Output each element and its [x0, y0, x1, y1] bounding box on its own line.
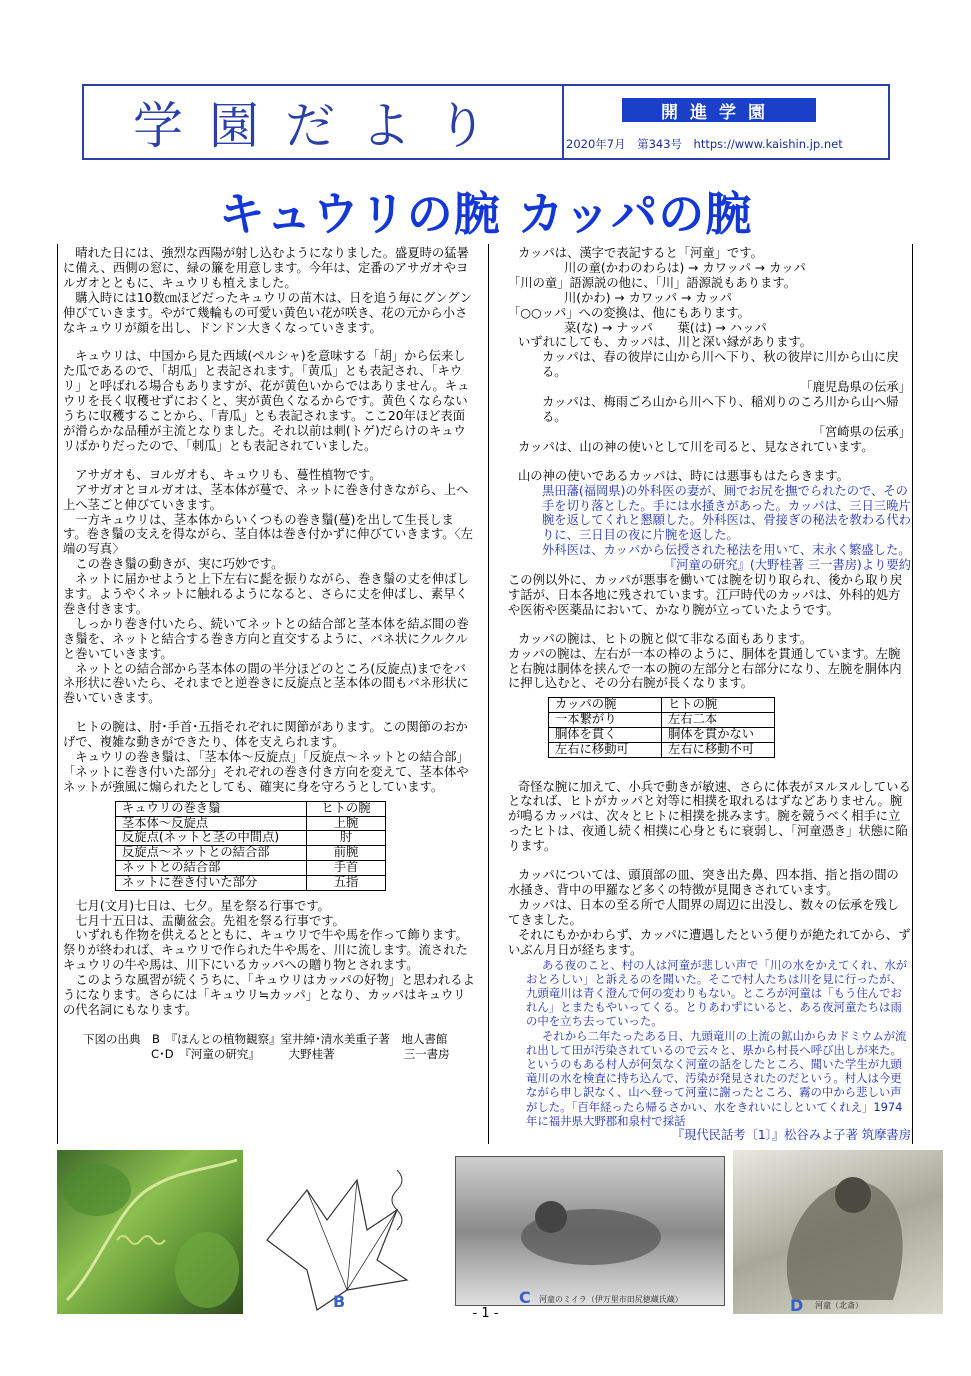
paragraph: 奇怪な腕に加えて、小兵で動きが敏速、さらに体表がヌルヌルしているとなれば、ヒトがカッパと対等に相撲を取れるはずなどありません。腕が鳴るカッパは、次々とヒトに相撲を挑みます。腕を競うべく相手に立ったヒトは、夜通し続く相撲に心身ともに衰弱し、「河童憑き」状態に陥ります。 [508, 779, 911, 854]
cucumber-tendril-photo [57, 1150, 243, 1314]
table-cell: 五指 [307, 875, 386, 890]
legend-source: 「宮崎県の伝承」 [812, 424, 911, 439]
newsletter-title: 学園だより [84, 86, 564, 158]
cucumber-leaf-drawing [247, 1150, 450, 1314]
table-cell: 一本繋がり [549, 713, 662, 728]
photo-caption-d: 河童（北斎） [815, 1301, 863, 1310]
quote-source: 『河童の研究』(大野桂著 三一書房)より要約 [663, 558, 911, 573]
table-cell: 手首 [307, 861, 386, 876]
paragraph: カッパの腕は、ヒトの腕と似て非なる面もあります。 [518, 631, 813, 646]
legend-quote: カッパは、梅雨ごろ山から川へ下り、稲刈りのころ川から山へ帰る。 [542, 395, 899, 424]
kappa-arm-table [548, 697, 775, 757]
paragraph: 七月(文月)七日は、七夕。星を祭る行事です。 [63, 898, 330, 913]
table-header: ヒトの腕 [307, 801, 386, 816]
quote-source: 『現代民話考〔1〕』松谷みよ子著 筑摩書房 [671, 1127, 911, 1142]
paragraph: 「川の童」語源説の他に、「川」語源説もあります。 [508, 275, 796, 290]
left-column-rule [57, 244, 58, 1144]
etymology-line: 菜(な) → ナッパ 葉(は) → ハッパ [564, 320, 767, 335]
paragraph: カッパは、日本の至る所で人間界の周辺に出没し、数々の伝承を残してきました。 [508, 897, 900, 927]
etymology-line: 川(かわ) → カワッパ → カッパ [564, 290, 733, 305]
table-header-row [549, 698, 775, 713]
table-row [549, 713, 775, 728]
right-column [508, 246, 911, 1143]
school-name-badge: 開進学園 [622, 98, 816, 122]
paragraph: カッパについては、頭頂部の皿、突き出た鼻、四本指、指と指の間の水掻き、背中の甲羅など多くの特徴が見聞きされています。 [508, 868, 899, 897]
table-row [116, 816, 386, 831]
table-cell: 左右二本 [662, 713, 775, 728]
masthead [82, 84, 890, 160]
paragraph: 購入時には10数㎝ほどだったキュウリの苗木は、日を追う毎にグングン伸びていきます。やがて幾輪もの可愛い黄色い花が咲き、花の元から小さなキュウリが顔を出し、ドンドン大きくなっていきます。 [63, 290, 472, 335]
table-cell: ネットとの結合部 [116, 861, 307, 876]
paragraph: ネットとの結合部から茎本体の間の半分ほどのところ(反旋点)までをバネ形状に巻いたら、それまでと逆巻きに反旋点と茎本体の間もバネ形状に巻いていきます。 [63, 661, 469, 706]
table-header: カッパの腕 [549, 698, 662, 713]
paragraph: ネットに届かせようと上下左右に髭を振りながら、巻き鬚の丈を伸ばします。ようやくネットに触れるようになると、さらに丈を伸ばし、素早く巻き付きます。 [63, 572, 469, 616]
paragraph: アサガオとヨルガオは、茎本体が蔓で、ネットに巻き付きながら、上へ上へ茎ごと伸びていきます。 [63, 482, 469, 512]
table-row [549, 727, 775, 742]
table-row [549, 742, 775, 757]
photo-label-d: D [790, 1296, 804, 1315]
paragraph: このような風習が続くうちに、「キュウリはカッパの好物」と思われるようになります。さらには「キュウリ≒カッパ」となり、カッパはキュウリの代名詞にもなります。 [63, 973, 475, 1017]
table-header: ヒトの腕 [662, 698, 775, 713]
paragraph: しっかり巻き付いたら、続いてネットとの結合部と茎本体を結ぶ間の巻き鬚を、ネットと結合する巻き方向と直交するように、バネ状にクルクルと巻いていきます。 [63, 616, 469, 661]
kappa-mummy-photo [455, 1156, 725, 1306]
issue-info: 2020年7月 第343号 https://www.kaishin.jp.net [566, 137, 843, 151]
table-header-row [116, 801, 386, 816]
paragraph: カッパは、漢字で表記すると「河童」です。 [518, 246, 763, 260]
paragraph: 山の神の使いであるカッパは、時には悪事もはたらきます。 [518, 468, 849, 483]
paragraph: アサガオも、ヨルガオも、キュウリも、蔓性植物です。 [63, 467, 382, 482]
quoted-story: それから二年たったある日、九頭竜川の上流の鉱山からカドミウムが流れ出して田が汚染されているので云々と、県から村長へ呼び出しが来た。というのもある村人が何気なく河童の話をしたところ、聞いた学生が九頭竜川の水を検査に持ち込んで、汚染が発見されたのだという。村人は今更ながら申し訳なく、山へ登って河童に謝ったところ、霧の中から悲しい声がした。「百年経ったら帰るさかい、水をきれいにしといてくれえ」1974年に福井県大野郡和泉村で採話 [526, 1028, 907, 1128]
table-row [116, 831, 386, 846]
right-column-rule [912, 244, 913, 1144]
kappa-hokusai-drawing [733, 1150, 943, 1314]
table-cell: 反旋点～ネットとの結合部 [116, 846, 307, 861]
paragraph: 一方キュウリは、茎本体からいくつもの巻き鬚(蔓)を出して生長します。巻き鬚の支えを得ながら、茎自体は巻き付かずに伸びていきます。〈左端の写真〉 [63, 512, 473, 557]
legend-quote: カッパは、春の彼岸に山から川へ下り、秋の彼岸に川から山に戻る。 [542, 350, 899, 380]
paragraph: それにもかかわらず、カッパに遭遇したという便りが絶たれてから、ずいぶん月日が経ちます。 [508, 927, 911, 957]
etymology-line: 川の童(かわのわらは) → カワッパ → カッパ [564, 260, 806, 275]
paragraph: キュウリの巻き鬚は、「茎本体～反旋点」「反旋点～ネットとの結合部」「ネットに巻き付いた部分」それぞれの巻き付き方向を変えて、茎本体やネットが強風に煽られたとしても、確実に身を守ろうとしています。 [63, 750, 469, 794]
legend-source: 「鹿児島県の伝承」 [800, 380, 911, 395]
table-cell: 胴体を貫く [549, 727, 662, 742]
image-source: C･D 『河童の研究』 大野桂著 三一書房 [151, 1046, 450, 1061]
table-cell: 左右に移動不可 [662, 742, 775, 757]
photo-label-c: C [519, 1288, 531, 1307]
photo-label-b: B [333, 1292, 346, 1311]
table-cell: ネットに巻き付いた部分 [116, 875, 307, 890]
table-cell: 上腕 [307, 816, 386, 831]
paragraph: ヒトの腕は、肘･手首･五指それぞれに関節があります。この関節のおかげで、複雑な動きができたり、体を支えられます。 [63, 720, 468, 750]
kappa-figure-icon [733, 1150, 943, 1314]
table-cell: 胴体を貫かない [662, 727, 775, 742]
tendril-icon [57, 1150, 243, 1314]
quoted-story: 外科医は、カッパから伝授された秘法を用いて、末永く繁盛した。 [542, 543, 911, 558]
paragraph: いずれにしても、カッパは、川と深い縁があります。 [518, 335, 813, 350]
quoted-story: ある夜のこと、村の人は河童が悲しい声で「川の水をかえてくれ、水がおとろしい」と訴えるのを聞いた。そこで村人たちは川を見に行ったが、九頭竜川は青く澄んで何の変わりもない。ところが河童は「もう住んでおれん」とまたもやいってくる。とりあわずにいると、ある夜河童たちは雨の中を立ち去っていった。 [526, 957, 908, 1029]
paragraph: 晴れた日には、強烈な西陽が射し込むようになりました。盛夏時の猛暑に備え、西側の窓に、緑の簾を用意します。今年は、定番のアサガオやヨルガオとともに、キュウリも植えました。 [63, 246, 469, 290]
paragraph: この例以外に、カッパが悪事を働いては腕を切り取られ、後から取り戻す話が、日本各地に残されています。江戸時代のカッパは、外科的処方や医術や医薬品において、かなり腕が立っていたようです。 [508, 573, 903, 617]
page-number: - 1 - [472, 1306, 499, 1321]
tendril-arm-table [115, 801, 386, 891]
table-cell: 肘 [307, 831, 386, 846]
table-header: キュウリの巻き鬚 [116, 801, 307, 816]
table-row [116, 875, 386, 890]
table-cell: 茎本体～反旋点 [116, 816, 307, 831]
quoted-story: 黒田藩(福岡県)の外科医の妻が、厠でお尻を撫でられたので、その手を切り落とした。手には水掻きがあった。カッパは、三日三晩片腕を返してくれと懇願した。外科医は、骨接ぎの秘法を教わる代わりに、三日目の夜に片腕を返した。 [542, 483, 911, 543]
table-row [116, 846, 386, 861]
paragraph: 七月十五日は、盂蘭盆会。先祖を祭る行事です。 [63, 913, 345, 928]
paragraph: この巻き鬚の動きが、実に巧妙です。 [63, 557, 284, 572]
leaf-drawing-icon [247, 1150, 450, 1314]
photo-strip [57, 1150, 943, 1314]
table-cell: 反旋点(ネットと茎の中間点) [116, 831, 307, 846]
mummy-icon [456, 1157, 724, 1305]
paragraph: いずれも作物を供えるとともに、キュウリで牛や馬を作って飾ります。祭りが終われば、キュウリで作られた牛や馬を、川に流します。流されたキュウリの牛や馬は、川下にいるカッパへの贈り物とされます。 [63, 928, 468, 973]
paragraph: カッパの腕は、左右が一本の棒のように、胴体を貫通しています。左腕と右腕は胴体を挟んで一本の腕の左部分と右部分になり、左腕を胴体内に押し込むと、その分右腕が長くなります。 [508, 646, 902, 691]
paragraph: キュウリは、中国から見た西域(ペルシャ)を意味する「胡」から伝来した瓜であるので、「胡瓜」と表記されます。「黄瓜」とも表記され、「キウリ」と呼ばれる場合もありますが、花が黄色いからではありません。キュウリを長く収穫せずにおくと、実が黄色くなるからです。黄色くならないうちに収穫することから、「青瓜」とも表記されます。ここ20年ほど表面が滑らかな品種が主流となりました。それ以前は刺(トゲ)だらけのキュウリばかりだったので、「刺瓜」とも表記されていました。 [63, 349, 470, 453]
headline: キュウリの腕 カッパの腕 [218, 187, 753, 241]
image-source: 下図の出典 B 『ほんとの植物観察』室井綽･清水美重子著 地人書館 [83, 1031, 448, 1046]
paragraph: カッパは、山の神の使いとして川を司ると、見なされています。 [518, 439, 874, 454]
table-cell: 左右に移動可 [549, 742, 662, 757]
photo-caption-c: 河童のミイラ（伊万里市田尻徳蔵氏蔵） [539, 1295, 683, 1304]
left-column [63, 246, 476, 1062]
paragraph: 「○○ッパ」への変換は、他にもあります。 [508, 305, 750, 320]
table-cell: 前腕 [307, 846, 386, 861]
table-row [116, 861, 386, 876]
center-column-rule [488, 244, 489, 1144]
